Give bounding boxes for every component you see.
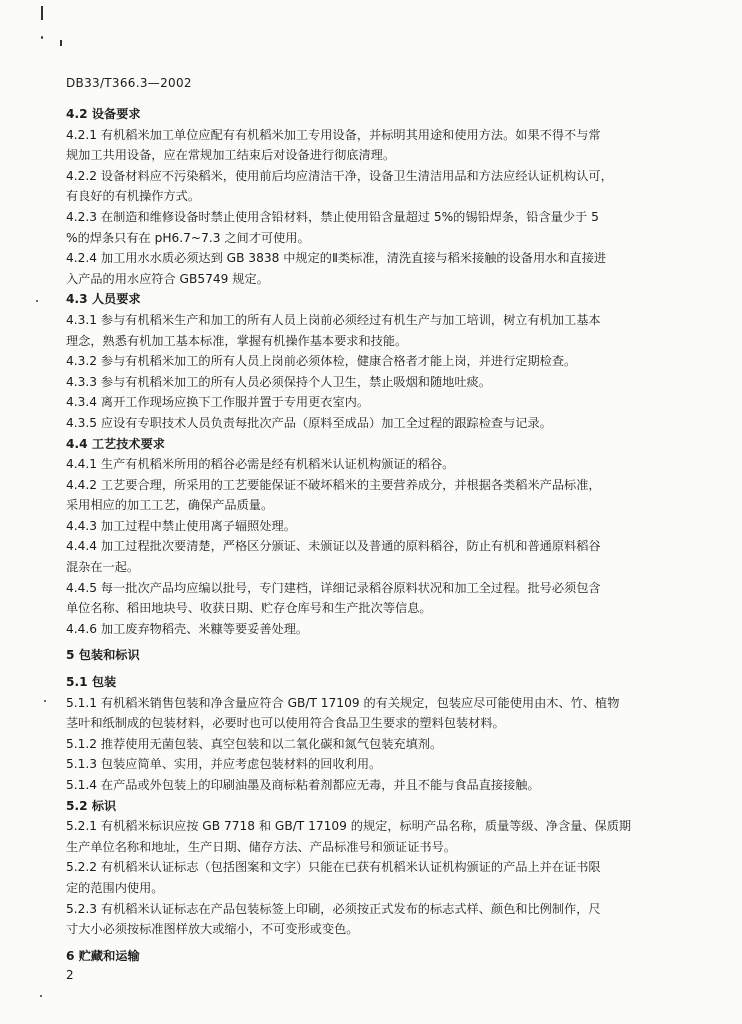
page-number: 2 (66, 968, 74, 982)
scan-mark (41, 6, 43, 20)
paragraph-line: 4.4.3 加工过程中禁止使用离子辐照处理。 (66, 518, 296, 533)
paragraph-line: 规加工共用设备，应在常规加工结束后对设备进行彻底清理。 (66, 148, 396, 163)
paragraph-line: 采用相应的加工工艺，确保产品质量。 (66, 498, 274, 513)
paragraph-line: 4.2.2 设备材料应不污染稻米，使用前后均应清洁干净，设备卫生清洁用品和方法应经认证机构认可， (66, 168, 613, 183)
document-body (66, 104, 666, 966)
paragraph-line: 5.1.2 推荐使用无菌包装、真空包装和以二氧化碳和氮气包装充填剂。 (66, 736, 443, 751)
section-heading: 5.2 标识 (66, 798, 117, 813)
paragraph-line: 5.1.4 在产品或外包装上的印刷油墨及商标粘着剂都应无毒，并且不能与食品直接接触。 (66, 778, 540, 792)
scan-mark (60, 40, 62, 46)
paragraph-line: 4.4.5 每一批次产品均应编以批号，专门建档，详细记录稻谷原料状况和加工全过程。批号必须包含 (66, 580, 601, 595)
paragraph-line: 4.2.4 加工用水水质必须达到 GB 3838 中规定的Ⅱ类标准，清洗直接与稻米接触的设备用水和直接进 (66, 251, 607, 266)
scan-mark (36, 300, 38, 302)
section-heading: 4.3 人员要求 (66, 292, 141, 307)
paragraph-line: 寸大小必须按标准图样放大或缩小，不可变形或变色。 (66, 922, 359, 937)
paragraph-line: 单位名称、稻田地块号、收获日期、贮存仓库号和生产批次等信息。 (66, 601, 432, 616)
paragraph-line: 混杂在一起。 (66, 560, 140, 575)
standard-number-header: DB33/T366.3—2002 (66, 76, 192, 90)
paragraph-line: 4.2.1 有机稻米加工单位应配有有机稻米加工专用设备，并标明其用途和使用方法。如果不得不与常 (66, 127, 601, 142)
scan-mark (41, 36, 43, 39)
paragraph-line: 5.2.3 有机稻米认证标志在产品包装标签上印刷，必须按正式发布的标志式样、颜色和比例制作，尺 (66, 901, 601, 916)
section-heading: 5.1 包装 (66, 675, 117, 690)
paragraph-line: 4.3.5 应设有专职技术人员负责每批次产品（原料至成品）加工全过程的跟踪检查与记录。 (66, 415, 552, 430)
section-heading: 5 包装和标识 (66, 648, 140, 663)
paragraph-line: 有良好的有机操作方式。 (66, 189, 201, 204)
paragraph-line: 4.3.1 参与有机稻米生产和加工的所有人员上岗前必须经过有机生产与加工培训，树立有机加工基本 (66, 312, 601, 327)
paragraph-line: 茎叶和纸制成的包装材料，必要时也可以使用符合食品卫生要求的塑料包装材料。 (66, 716, 505, 731)
paragraph-line: 4.3.2 参与有机稻米加工的所有人员上岗前必须体检，健康合格者才能上岗，并进行定期检查。 (66, 354, 577, 369)
paragraph-line: 生产单位名称和地址，生产日期、储存方法、产品标准号和颁证证书号。 (66, 839, 456, 854)
paragraph-line: 5.1.1 有机稻米销售包装和净含量应符合 GB/T 17109 的有关规定，包装应尽可能使用由木、竹、植物 (66, 695, 620, 710)
paragraph-line: 4.4.2 工艺要合理，所采用的工艺要能保证不破坏稻米的主要营养成分，并根据各类稻米产品标准， (66, 477, 601, 492)
paragraph-line: 5.2.1 有机稻米标识应按 GB 7718 和 GB/T 17109 的规定，标明产品名称，质量等级、净含量、保质期 (66, 819, 632, 834)
section-heading: 4.2 设备要求 (66, 107, 141, 121)
paragraph-line: 定的范围内使用。 (66, 880, 164, 895)
paragraph-line: 4.4.4 加工过程批次要清楚，严格区分颁证、未颁证以及普通的原料稻谷，防止有机和普通原料稻谷 (66, 539, 601, 554)
section-heading: 4.4 工艺技术要求 (66, 436, 165, 451)
paragraph-line: %的焊条只有在 pH6.7~7.3 之间才可使用。 (66, 230, 310, 245)
paragraph-line: 4.4.1 生产有机稻米所用的稻谷必需是经有机稻米认证机构颁证的稻谷。 (66, 457, 455, 472)
paragraph-line: 4.3.3 参与有机稻米加工的所有人员必须保持个人卫生，禁止吸烟和随地吐痰。 (66, 374, 491, 389)
paragraph-line: 4.2.3 在制造和维修设备时禁止使用含铅材料，禁止使用铅含量超过 5%的锡铅焊条，铅含量少于 5 (66, 209, 599, 224)
paragraph-line: 5.2.2 有机稻米认证标志（包括图案和文字）只能在已获有机稻米认证机构颁证的产品上并在证书限 (66, 860, 601, 875)
paragraph-line: 4.3.4 离开工作现场应换下工作服并置于专用更衣室内。 (66, 395, 370, 410)
paragraph-line: 5.1.3 包装应简单、实用，并应考虑包装材料的回收利用。 (66, 757, 382, 772)
paragraph-line: 4.4.6 加工废弃物稻壳、米糠等要妥善处理。 (66, 621, 309, 636)
scan-mark (44, 700, 46, 702)
paragraph-line: 入产品的用水应符合 GB5749 规定。 (66, 271, 269, 286)
scan-mark (40, 995, 42, 997)
section-heading: 6 贮藏和运输 (66, 948, 140, 963)
paragraph-line: 理念，熟悉有机加工基本标准，掌握有机操作基本要求和技能。 (66, 333, 408, 348)
